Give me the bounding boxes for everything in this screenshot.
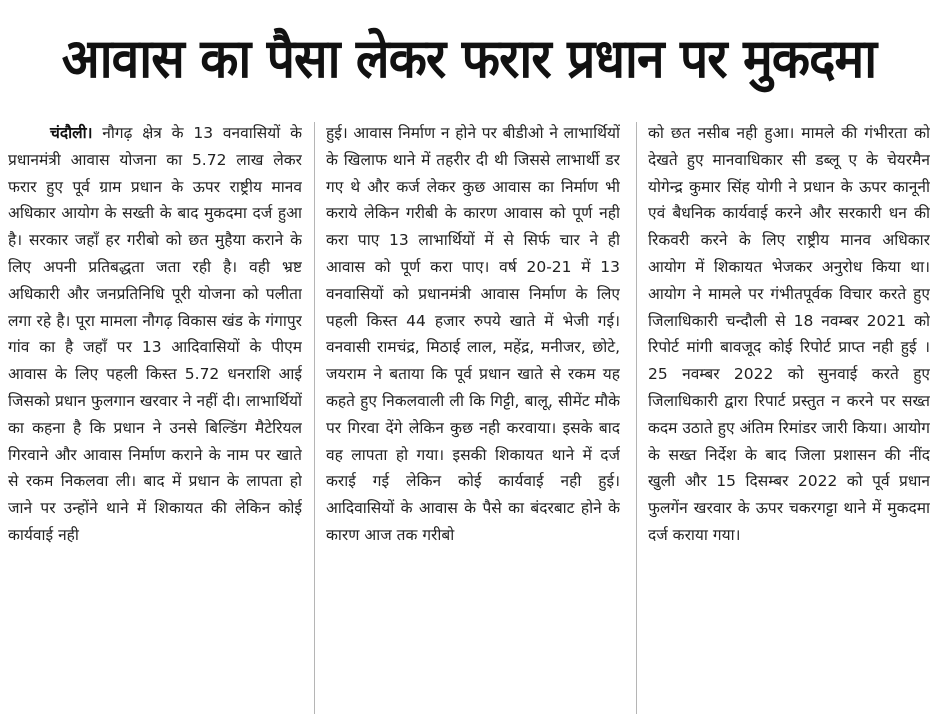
column-3-text: को छत नसीब नही हुआ। मामले की गंभीरता को देखते हुए मानवाधिकार सी डब्लू ए के चेयरमैन योगेन्द्र कुमार सिंह योगी ने प्रधान के ऊपर कानूनी एवं बैधनिक कार्यवाई करने और सरकारी धन की रिकवरी करने के लिए राष्ट्रीय मानव अधिकार आयोग में शिकायत भेजकर अनुरोध किया था। आयोग ने मामले पर गंभीतपूर्वक विचार करते हुए जिलाधिकारी चन्दौली से 18 नवम्बर 2021 को रिपोर्ट मांगी बावजूद कोई रिपोर्ट प्राप्त नही हुई । 25 नवम्बर 2022 को सुनवाई करते हुए जिलाधिकारी द्वारा रिपार्ट प्रस्तुत न करने पर सख्त कदम उठाते हुए अंतिम रिमांडर जारी किया। आयोग के सख्त निर्देश के बाद जिला प्रशासन की नींद खुली और 15 दिसम्बर 2022 को पूर्व प्रधान फुलगेंन खरवार के ऊपर चकरगट्टा थाने में मुकदमा दर्ज कराया गया। [648, 124, 930, 544]
article-column-2 [326, 120, 620, 716]
column-divider [314, 122, 315, 714]
article-column-3 [648, 120, 930, 716]
column-1-text: नौगढ़ क्षेत्र के 13 वनवासियों के प्रधानमंत्री आवास योजना का 5.72 लाख लेकर फरार हुए पूर्व ग्राम प्रधान के ऊपर राष्ट्रीय मानव अधिकार आयोग के सख्ती के बाद मुकदमा दर्ज हुआ है। सरकार जहाँ हर गरीबो को छत मुहैया कराने के लिए अपनी प्रतिबद्धता जता रही है। वही भ्रष्ट अधिकारी और जनप्रतिनिधि पूरी योजना को पलीता लगा रहे है। पूरा मामला नौगढ़ विकास खंड के गंगापुर गांव का है जहाँ पर 13 आदिवासियों के पीएम आवास के लिए पहली किस्त 5.72 धनराशि आई जिसको प्रधान फुलगान खरवार ने नहीं दी। लाभार्थियों का कहना है कि प्रधान ने उनसे बिल्डिंग मैटेरियल गिरवाने और आवास निर्माण कराने के नाम पर खाते से रकम निकलवा ली। बाद में प्रधान के लापता हो जाने पर उन्होंने थाने में शिकायत की लेकिन कोई कार्यवाई नही [8, 124, 302, 544]
dateline: चंदौली। [50, 124, 93, 142]
column-divider [636, 122, 637, 714]
article-body [8, 120, 930, 716]
article-column-1 [8, 120, 302, 716]
paragraph-1 [8, 120, 302, 549]
headline: आवास का पैसा लेकर फरार प्रधान पर मुकदमा [61, 27, 877, 90]
column-2-text: हुई। आवास निर्माण न होने पर बीडीओ ने लाभार्थियों के खिलाफ थाने में तहरीर दी थी जिससे लाभार्थी डर गए थे और कर्ज लेकर कुछ आवास का निर्माण भी कराये लेकिन गरीबी के कारण आवास को पूर्ण नही करा पाए 13 लाभार्थियों में से सिर्फ चार ने ही आवास को पूर्ण करा पाए। वर्ष 20-21 में 13 वनवासियों को प्रधानमंत्री आवास निर्माण के लिए पहली किस्त 44 हजार रुपये खाते में भेजी गई। वनवासी रामचंद्र, मिठाई लाल, महेंद्र, मनीजर, छोटे, जयराम ने बताया कि पूर्व प्रधान खाते से रकम यह कहते हुए निकलवाली ली कि गिट्टी, बालू, सीमेंट मौके पर गिरवा देंगे लेकिन कुछ नही करवाया। इसके बाद वह लापता हो गया। इसकी शिकायत थाने में दर्ज कराई गई लेकिन कोई कार्यवाई नही हुई। आदिवासियों के आवास के पैसे का बंदरबाट होने के कारण आज तक गरीबो [326, 124, 620, 544]
